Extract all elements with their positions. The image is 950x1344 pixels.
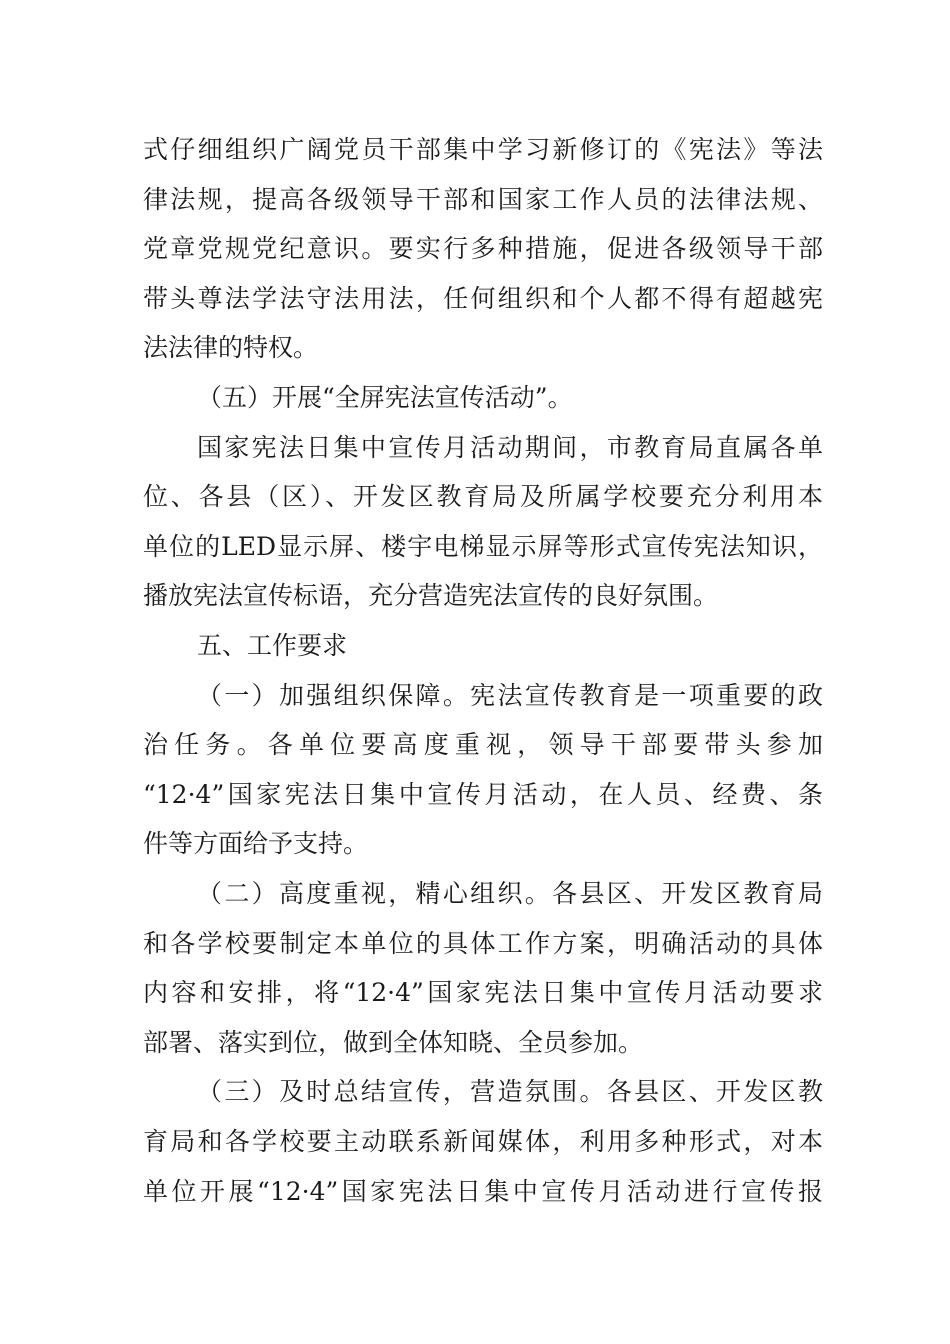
section-heading: （五）开展“全屏宪法宣传活动”。: [197, 383, 573, 412]
text-line: 式仔细组织广阔党员干部集中学习新修订的《宪法》等法: [143, 135, 823, 164]
text-line: 单位开展“12·4”国家宪法日集中宣传月活动进行宣传报: [143, 1177, 823, 1206]
text-line: 国家宪法日集中宣传月活动期间，市教育局直属各单: [197, 433, 823, 462]
text-line: 位、各县（区）、开发区教育局及所属学校要充分利用本: [143, 482, 823, 511]
text-line: 律法规，提高各级领导干部和国家工作人员的法律法规、: [143, 185, 823, 214]
text-line: 内容和安排，将“12·4”国家宪法日集中宣传月活动要求: [143, 978, 823, 1007]
text-line: 党章党规党纪意识。要实行多种措施，促进各级领导干部: [143, 234, 823, 263]
text-line: 件等方面给予支持。: [143, 829, 369, 858]
text-line: 单位的LED显示屏、楼宇电梯显示屏等形式宣传宪法知识，: [143, 532, 823, 561]
text-line: 治任务。各单位要高度重视，领导干部要带头参加: [143, 730, 823, 759]
text-line: （二）高度重视，精心组织。各县区、开发区教育局: [197, 879, 823, 908]
text-line: 带头尊法学法守法用法，任何组织和个人都不得有超越宪: [143, 284, 823, 313]
text-line: “12·4”国家宪法日集中宣传月活动，在人员、经费、条: [143, 780, 823, 809]
text-line: （三）及时总结宣传，营造氛围。各县区、开发区教: [197, 1077, 823, 1106]
text-line: 育局和各学校要主动联系新闻媒体，利用多种形式，对本: [143, 1127, 823, 1156]
text-line: 和各学校要制定本单位的具体工作方案，明确活动的具体: [143, 929, 823, 958]
text-line: 法法律的特权。: [143, 333, 319, 362]
section-heading: 五、工作要求: [197, 631, 348, 660]
text-line: （一）加强组织保障。宪法宣传教育是一项重要的政: [197, 681, 823, 710]
text-line: 部署、落实到位，做到全体知晓、全员参加。: [143, 1028, 644, 1057]
text-line: 播放宪法宣传标语，充分营造宪法宣传的良好氛围。: [143, 581, 719, 610]
